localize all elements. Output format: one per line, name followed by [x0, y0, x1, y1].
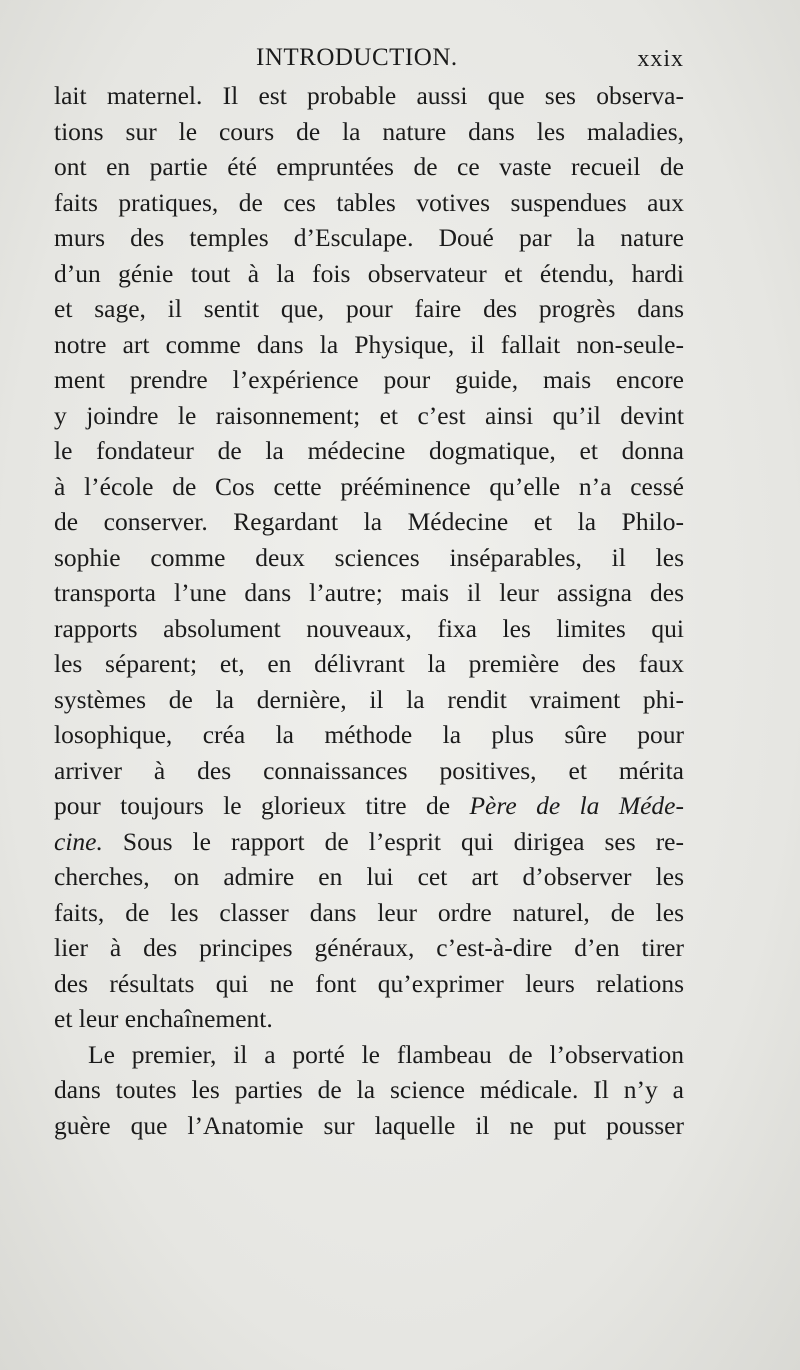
text-segment: Le premier, il a porté le flambeau de l’observation: [88, 1039, 684, 1069]
text-segment: dans toutes les parties de la science médicale. Il n’y a: [54, 1075, 684, 1104]
text-line: [54, 682, 684, 718]
text-line: [54, 824, 684, 860]
text-line: [54, 114, 684, 150]
text-segment: ment prendre l’expérience pour guide, mais encore: [54, 365, 684, 394]
page-header: [0, 44, 800, 80]
italic-text-segment: cine.: [54, 826, 103, 856]
text-segment: le fondateur de la médecine dogmatique, et donna: [54, 436, 684, 465]
text-line: [54, 185, 684, 221]
text-segment: losophique, créa la méthode la plus sûre pour: [54, 720, 684, 749]
text-line: [54, 575, 684, 611]
text-line: [54, 362, 684, 398]
page-number: xxix: [637, 46, 684, 72]
text-segment: notre art comme dans la Physique, il fallait non-seule-: [54, 329, 684, 359]
text-line: [54, 753, 684, 789]
text-segment: faits, de les classer dans leur ordre naturel, de les: [54, 897, 684, 927]
text-segment: guère que l’Anatomie sur laquelle il ne put pousser: [54, 1110, 684, 1140]
text-segment: à l’école de Cos cette prééminence qu’elle n’a cessé: [54, 471, 684, 501]
text-segment: systèmes de la dernière, il la rendit vraiment phi-: [54, 684, 684, 714]
text-segment: cherches, on admire en lui cet art d’observer les: [54, 862, 684, 891]
text-line: [54, 220, 684, 256]
text-line: [54, 895, 684, 931]
italic-text-segment: Père de la Méde-: [469, 791, 684, 820]
text-line: [54, 469, 684, 505]
text-line: [54, 1072, 684, 1108]
text-segment: des résultats qui ne font qu’exprimer leurs relations: [54, 968, 684, 998]
text-segment: ont en partie été empruntées de ce vaste recueil de: [54, 152, 684, 181]
text-line: [54, 930, 684, 966]
text-line: [54, 291, 684, 327]
text-line: [54, 966, 684, 1002]
text-segment: tions sur le cours de la nature dans les maladies,: [54, 116, 684, 146]
text-segment: lait maternel. Il est probable aussi que ses observa-: [54, 81, 684, 110]
text-line: [54, 611, 684, 647]
text-segment: d’un génie tout à la fois observateur et étendu, hardi: [54, 258, 684, 288]
text-segment: faits pratiques, de ces tables votives suspendues aux: [54, 187, 684, 217]
text-line: [54, 149, 684, 185]
text-line: [54, 398, 684, 434]
text-line: [54, 504, 684, 540]
text-line: [54, 717, 684, 753]
text-segment: sophie comme deux sciences inséparables, il les: [54, 542, 684, 572]
text-line: [54, 859, 684, 895]
text-segment: murs des temples d’Esculape. Doué par la nature: [54, 223, 684, 252]
text-segment: transporta l’une dans l’autre; mais il leur assigna des: [54, 578, 684, 607]
text-line: [54, 433, 684, 469]
text-line: [54, 1108, 684, 1144]
running-title: INTRODUCTION.: [256, 44, 458, 71]
text-line: [54, 646, 684, 682]
text-line: [54, 788, 684, 824]
text-segment: Sous le rapport de l’esprit qui dirigea ses re-: [102, 826, 684, 856]
body-text: [54, 78, 684, 1143]
text-line: [54, 1001, 684, 1037]
text-line: [54, 1037, 684, 1073]
text-line: [54, 327, 684, 363]
text-segment: et sage, il sentit que, pour faire des progrès dans: [54, 294, 684, 323]
text-segment: rapports absolument nouveaux, fixa les limites qui: [54, 613, 684, 643]
text-line: [54, 78, 684, 114]
text-segment: y joindre le raisonnement; et c’est ainsi qu’il devint: [54, 400, 684, 430]
text-segment: les séparent; et, en délivrant la première des faux: [54, 649, 684, 678]
text-line: [54, 540, 684, 576]
text-segment: pour toujours le glorieux titre de: [54, 791, 470, 820]
text-segment: de conserver. Regardant la Médecine et la Philo-: [54, 507, 684, 536]
text-line: [54, 256, 684, 292]
text-segment: lier à des principes généraux, c’est-à-dire d’en tirer: [54, 933, 684, 962]
text-segment: arriver à des connaissances positives, et mérita: [54, 755, 684, 785]
text-segment: et leur enchaînement.: [54, 1004, 273, 1033]
